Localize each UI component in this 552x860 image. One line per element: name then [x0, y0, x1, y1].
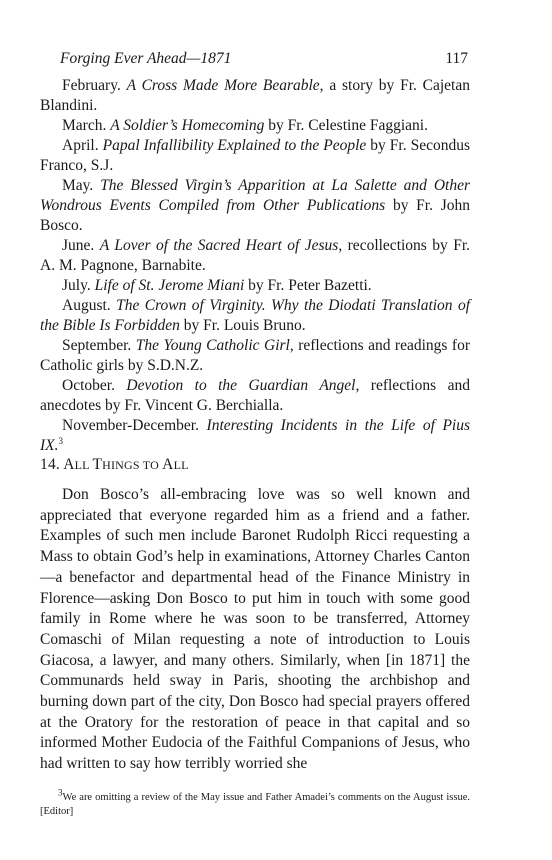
- entry-details: , reflections and readings for Catholic girls by S.D.N.Z.: [40, 337, 470, 374]
- footnote-text: We are omitting a review of the May issue and Father Amadei’s comments on the August issue. [Editor]: [40, 792, 470, 817]
- list-item: [40, 376, 470, 416]
- section-title-part: T: [92, 456, 103, 473]
- entry-details: by Fr. Peter Bazetti.: [244, 277, 372, 294]
- entry-details: , recollections by Fr. A. M. Pagnone, Barnabite.: [40, 237, 470, 274]
- entry-title: The Crown of Virginity. Why the Diodati Translation of the Bible Is Forbidden: [40, 297, 471, 334]
- list-item: [40, 176, 470, 236]
- entry-details: , a story by Fr. Cajetan Blandini.: [40, 77, 470, 114]
- entry-title: The Blessed Virgin’s Apparition at La Salette and Other Wondrous Events Compiled from Other Publications: [40, 177, 470, 214]
- list-item: [40, 116, 470, 136]
- entry-title: Interesting Incidents in the Life of Pius IX.: [40, 417, 470, 454]
- list-item: [40, 136, 470, 176]
- list-item: [40, 416, 470, 456]
- page-number: 117: [445, 50, 468, 67]
- footnote-mark: 3: [58, 787, 63, 798]
- entry-month: November-December.: [62, 417, 199, 434]
- entry-month: May.: [62, 177, 94, 194]
- footnote: [40, 787, 470, 819]
- entry-month: April.: [62, 137, 99, 154]
- list-item: [40, 296, 470, 336]
- entry-month: September.: [62, 337, 132, 354]
- section-title-part: LL: [74, 458, 93, 472]
- section-title-part: LL: [173, 458, 189, 472]
- section-title-part: HINGS TO: [102, 458, 163, 472]
- section-heading: [40, 455, 470, 475]
- entry-month: February.: [62, 77, 121, 94]
- section-number: 14.: [40, 456, 60, 473]
- list-item: [40, 276, 470, 296]
- section-title: [63, 456, 188, 473]
- entry-month: August.: [62, 297, 111, 314]
- entry-month: March.: [62, 117, 107, 134]
- publication-list: [40, 76, 470, 456]
- section-title-part: A: [63, 456, 75, 473]
- entry-title: Devotion to the Guardian Angel: [126, 377, 356, 394]
- list-item: [40, 336, 470, 376]
- entry-details: , reflections and anecdotes by Fr. Vincent G. Berchialla.: [40, 377, 471, 414]
- section-title-part: A: [162, 456, 174, 473]
- entry-details: by Fr. John Bosco.: [40, 197, 470, 234]
- entry-month: October.: [62, 377, 115, 394]
- list-item: [40, 236, 470, 276]
- entry-title: Life of St. Jerome Miani: [94, 277, 245, 294]
- footnote-reference[interactable]: 3: [58, 435, 64, 446]
- entry-details: by Fr. Louis Bruno.: [179, 317, 306, 334]
- running-head: Forging Ever Ahead—1871: [60, 50, 232, 67]
- list-item: [40, 76, 470, 116]
- entry-title: Papal Infallibility Explained to the People: [102, 137, 367, 154]
- entry-month: June.: [62, 237, 95, 254]
- body-paragraph: Don Bosco’s all-embracing love was so well known and appreciated that everyone regarded him as a friend and a father. Examples of such men include Baronet Rudolph Ricci requesting a Mass to obtain God’s help in examinations, Attorney Charles Canton—a benefactor and departmental head of the Finance Ministry in Florence—asking Don Bosco to put him in touch with some good family in Rome where he was soon to be transferred, Attorney Comaschi of Milan requesting a note of introduction to Louis Giacosa, a lawyer, and many others. Similarly, when [in 1871] the Communards held sway in Paris, shooting the archbishop and burning down part of the city, Don Bosco had special prayers offered at the Oratory for the restoration of peace in that capital and so informed Mother Eudocia of the Faithful Companions of Jesus, who had written to say how terribly worried she: [40, 486, 470, 773]
- entry-title: A Soldier’s Homecoming: [110, 117, 265, 134]
- entry-title: A Cross Made More Bearable: [126, 77, 320, 94]
- page-header: [60, 48, 468, 70]
- entry-title: The Young Catholic Girl: [135, 337, 290, 354]
- entry-details: by Fr. Celestine Faggiani.: [264, 117, 428, 134]
- entry-title: A Lover of the Sacred Heart of Jesus: [99, 237, 339, 254]
- entry-details: by Fr. Secondus Franco, S.J.: [40, 137, 471, 174]
- entry-month: July.: [62, 277, 91, 294]
